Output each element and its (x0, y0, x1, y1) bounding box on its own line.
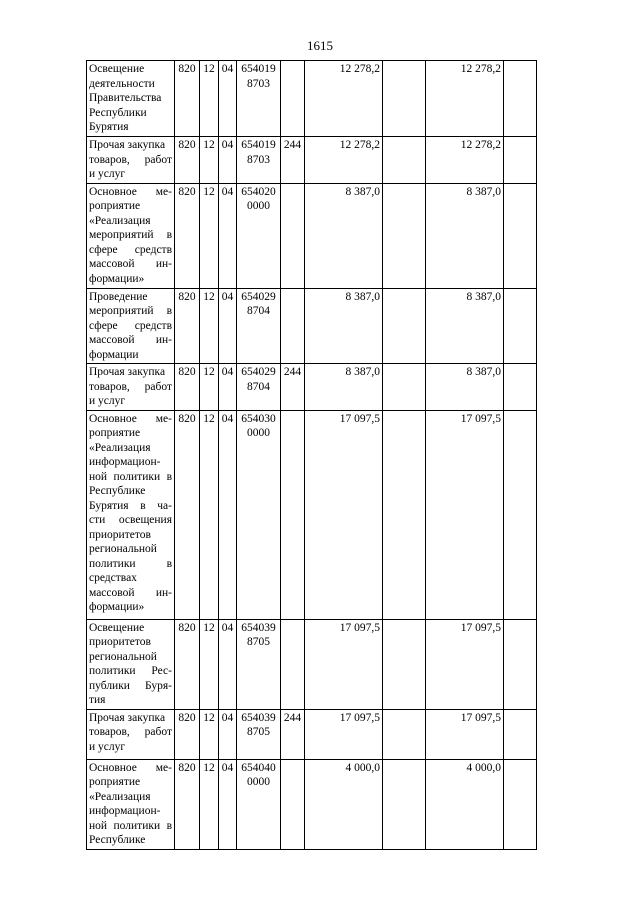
page-number: 1615 (307, 38, 333, 53)
cell-sum-4 (504, 364, 537, 411)
cell-csr (237, 410, 281, 619)
cell-pr: 04 (219, 183, 237, 288)
name-line: политики в (89, 557, 172, 570)
cell-sum-total: 17 097,5 (305, 410, 383, 619)
cell-sum-total: 17 097,5 (305, 709, 383, 759)
cell-csr (237, 759, 281, 849)
table-row (87, 709, 537, 759)
cell-vr: 244 (281, 709, 305, 759)
csr-line: 8703 (247, 77, 270, 90)
cell-ved: 820 (175, 61, 200, 137)
name-line: и услуг (89, 168, 126, 180)
cell-vr (281, 410, 305, 619)
cell-vr (281, 183, 305, 288)
name-line: массовой ин- (89, 334, 172, 346)
cell-sum-3: 12 278,2 (426, 137, 504, 184)
name-line: массовой ин- (89, 258, 172, 270)
table-row (87, 619, 537, 709)
cell-sum-3: 4 000,0 (426, 759, 504, 849)
cell-sum-total: 12 278,2 (305, 137, 383, 184)
cell-sum-3: 12 278,2 (426, 61, 504, 137)
cell-pr: 04 (219, 137, 237, 184)
name-line: Правительства (89, 92, 162, 104)
name-line: Проведение (89, 290, 148, 303)
csr-line: 0000 (247, 427, 270, 439)
name-line: деятельности (89, 77, 155, 90)
cell-sum-2 (383, 183, 426, 288)
name-line: Прочая закупка (89, 366, 166, 378)
table-row (87, 410, 537, 619)
cell-sum-4 (504, 288, 537, 364)
cell-sum-total: 17 097,5 (305, 619, 383, 709)
csr-line: 8705 (247, 636, 270, 648)
cell-vr: 244 (281, 364, 305, 411)
csr-line: 654030 (241, 412, 276, 425)
cell-sum-2 (383, 709, 426, 759)
cell-vr: 244 (281, 137, 305, 184)
name-line: Республики (89, 106, 147, 119)
name-line: средствах (89, 572, 137, 584)
name-line: Прочая закупка (89, 139, 166, 151)
cell-rz: 12 (200, 288, 219, 364)
name-line: роприятие (89, 200, 141, 212)
name-line: товаров, работ (89, 726, 172, 738)
cell-sum-2 (383, 61, 426, 137)
name-line: «Реализация (89, 214, 151, 227)
cell-sum-2 (383, 288, 426, 364)
cell-ved: 820 (175, 364, 200, 411)
cell-name (87, 619, 175, 709)
cell-sum-3: 17 097,5 (426, 709, 504, 759)
name-line: Республике (89, 834, 146, 846)
cell-csr (237, 61, 281, 137)
cell-name (87, 288, 175, 364)
cell-sum-2 (383, 137, 426, 184)
cell-vr (281, 61, 305, 137)
cell-name (87, 759, 175, 849)
name-line: Бурятия в ча- (89, 499, 172, 512)
csr-line: 654019 (241, 63, 276, 75)
cell-sum-2 (383, 759, 426, 849)
csr-line: 654029 (241, 366, 276, 378)
cell-sum-3: 8 387,0 (426, 183, 504, 288)
name-line: мероприятий в (89, 305, 172, 317)
cell-sum-4 (504, 137, 537, 184)
cell-ved: 820 (175, 410, 200, 619)
name-line: роприятие (89, 427, 141, 439)
cell-name (87, 709, 175, 759)
cell-sum-3: 17 097,5 (426, 619, 504, 709)
cell-sum-4 (504, 619, 537, 709)
name-line: сфере средств (89, 319, 172, 332)
cell-name (87, 364, 175, 411)
csr-line: 654020 (241, 185, 276, 198)
cell-csr (237, 709, 281, 759)
cell-csr (237, 183, 281, 288)
cell-rz: 12 (200, 183, 219, 288)
csr-line: 8705 (247, 726, 270, 738)
cell-pr: 04 (219, 619, 237, 709)
table-row (87, 61, 537, 137)
cell-sum-4 (504, 183, 537, 288)
cell-sum-4 (504, 709, 537, 759)
name-line: политики Рес- (89, 665, 172, 677)
csr-line: 654040 (241, 761, 276, 774)
cell-sum-total: 8 387,0 (305, 183, 383, 288)
name-line: Освещение (89, 621, 145, 634)
csr-line: 654019 (241, 139, 276, 151)
cell-sum-4 (504, 61, 537, 137)
name-line: публики Буря- (89, 679, 172, 692)
name-line: Бурятия (89, 121, 129, 133)
cell-vr (281, 619, 305, 709)
cell-sum-total: 8 387,0 (305, 364, 383, 411)
cell-name (87, 410, 175, 619)
cell-sum-3: 8 387,0 (426, 364, 504, 411)
cell-name (87, 183, 175, 288)
name-line: региональной (89, 650, 157, 663)
cell-ved: 820 (175, 619, 200, 709)
name-line: приоритетов (89, 528, 151, 541)
name-line: сфере средств (89, 243, 172, 256)
cell-pr: 04 (219, 288, 237, 364)
cell-ved: 820 (175, 288, 200, 364)
name-line: «Реализация (89, 790, 151, 803)
name-line: сти освещения (89, 514, 172, 526)
cell-ved: 820 (175, 183, 200, 288)
csr-line: 654029 (241, 290, 276, 303)
name-line: региональной (89, 543, 157, 555)
name-line: мероприятий в (89, 229, 172, 241)
cell-ved: 820 (175, 137, 200, 184)
name-line: «Реализация (89, 441, 151, 454)
name-line: товаров, работ (89, 153, 172, 166)
cell-name (87, 61, 175, 137)
cell-sum-total: 12 278,2 (305, 61, 383, 137)
name-line: формации» (89, 272, 145, 285)
name-line: Основное ме- (89, 185, 172, 198)
table-row (87, 288, 537, 364)
cell-pr: 04 (219, 410, 237, 619)
csr-line: 654039 (241, 711, 276, 724)
cell-sum-3: 8 387,0 (426, 288, 504, 364)
cell-ved: 820 (175, 709, 200, 759)
table-row (87, 759, 537, 849)
cell-csr (237, 137, 281, 184)
cell-sum-2 (383, 619, 426, 709)
budget-table (86, 60, 537, 850)
cell-csr (237, 619, 281, 709)
cell-ved: 820 (175, 759, 200, 849)
csr-line: 8703 (247, 153, 270, 166)
cell-pr: 04 (219, 709, 237, 759)
cell-pr: 04 (219, 364, 237, 411)
csr-line: 654039 (241, 621, 276, 634)
name-line: и услуг (89, 395, 126, 407)
cell-csr (237, 364, 281, 411)
name-line: Основное ме- (89, 412, 172, 425)
cell-rz: 12 (200, 61, 219, 137)
name-line: тия (89, 694, 106, 706)
csr-line: 0000 (247, 776, 270, 788)
table-body (87, 61, 537, 850)
table-row (87, 183, 537, 288)
cell-sum-total: 4 000,0 (305, 759, 383, 849)
name-line: массовой ин- (89, 586, 172, 599)
cell-pr: 04 (219, 61, 237, 137)
cell-rz: 12 (200, 137, 219, 184)
cell-pr: 04 (219, 759, 237, 849)
name-line: Освещение (89, 63, 145, 75)
name-line: и услуг (89, 740, 126, 753)
cell-sum-4 (504, 759, 537, 849)
name-line: ной политики в (89, 470, 172, 483)
csr-line: 8704 (247, 305, 270, 317)
name-line: приоритетов (89, 636, 151, 648)
name-line: ной политики в (89, 819, 172, 832)
name-line: роприятие (89, 776, 141, 788)
cell-rz: 12 (200, 759, 219, 849)
cell-vr (281, 759, 305, 849)
cell-sum-2 (383, 364, 426, 411)
cell-sum-4 (504, 410, 537, 619)
name-line: Республике (89, 485, 146, 497)
cell-rz: 12 (200, 364, 219, 411)
cell-vr (281, 288, 305, 364)
cell-rz: 12 (200, 619, 219, 709)
cell-sum-3: 17 097,5 (426, 410, 504, 619)
name-line: информацион- (89, 456, 161, 468)
cell-csr (237, 288, 281, 364)
csr-line: 0000 (247, 200, 270, 212)
name-line: товаров, работ (89, 380, 172, 393)
name-line: Основное ме- (89, 761, 172, 774)
csr-line: 8704 (247, 380, 270, 393)
cell-name (87, 137, 175, 184)
table-row (87, 137, 537, 184)
name-line: формации» (89, 601, 145, 613)
cell-sum-2 (383, 410, 426, 619)
table-row (87, 364, 537, 411)
cell-rz: 12 (200, 709, 219, 759)
cell-sum-total: 8 387,0 (305, 288, 383, 364)
cell-rz: 12 (200, 410, 219, 619)
name-line: Прочая закупка (89, 711, 166, 724)
name-line: информацион- (89, 805, 161, 817)
name-line: формации (89, 348, 139, 361)
